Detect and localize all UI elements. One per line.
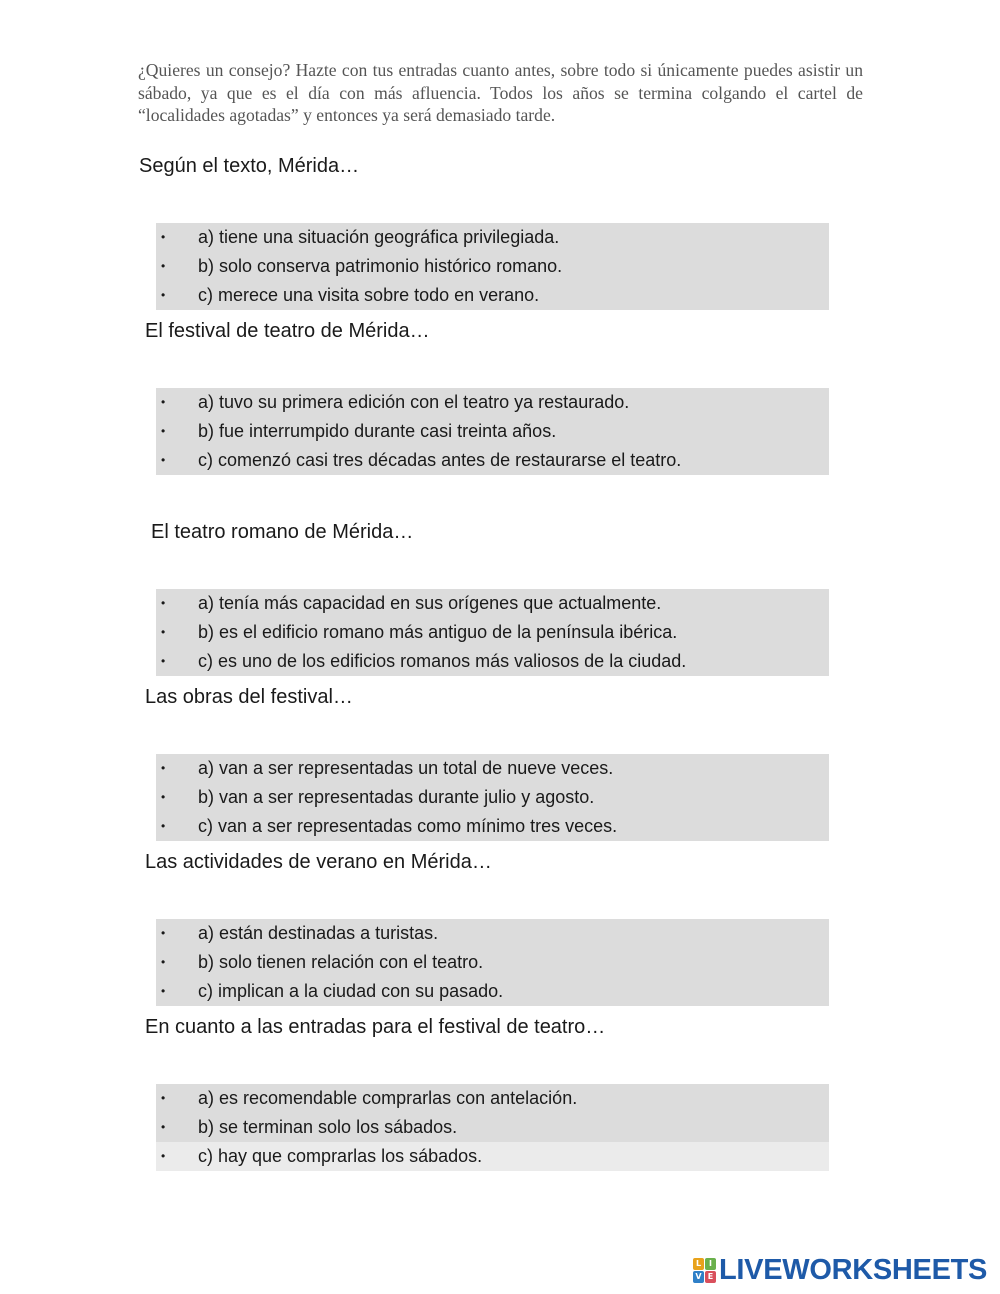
logo-icon-letter-l: L — [693, 1258, 704, 1270]
logo-text: LIVEWORKSHEETS — [719, 1253, 988, 1286]
liveworksheets-logo — [693, 1255, 987, 1285]
bullet-icon: • — [161, 819, 166, 833]
option-5b[interactable] — [156, 948, 829, 977]
option-text: a) van a ser representadas un total de nueve veces. — [198, 758, 614, 778]
option-text: b) se terminan solo los sábados. — [198, 1117, 458, 1137]
option-2c[interactable] — [156, 446, 829, 475]
bullet-icon: • — [161, 955, 166, 969]
option-4a[interactable] — [156, 754, 829, 783]
liveworksheets-logo-icon — [693, 1258, 716, 1283]
option-text: a) están destinadas a turistas. — [198, 923, 439, 943]
question-6-options — [156, 1084, 829, 1171]
option-text: b) solo conserva patrimonio histórico romano. — [198, 256, 563, 276]
logo-icon-letter-e: E — [705, 1271, 716, 1283]
option-text: b) es el edificio romano más antiguo de la península ibérica. — [198, 622, 678, 642]
option-text: a) tiene una situación geográfica privilegiada. — [198, 227, 560, 247]
bullet-icon: • — [161, 654, 166, 668]
option-6a[interactable] — [156, 1084, 829, 1113]
option-4b[interactable] — [156, 783, 829, 812]
question-5-title: Las actividades de verano en Mérida… — [145, 851, 492, 873]
bullet-icon: • — [161, 259, 166, 273]
question-3-options — [156, 589, 829, 676]
option-text: c) hay que comprarlas los sábados. — [198, 1146, 483, 1166]
option-1a[interactable] — [156, 223, 829, 252]
option-text: a) tenía más capacidad en sus orígenes que actualmente. — [198, 593, 662, 613]
question-2-title: El festival de teatro de Mérida… — [145, 320, 430, 342]
bullet-icon: • — [161, 230, 166, 244]
option-text: b) solo tienen relación con el teatro. — [198, 952, 484, 972]
option-3c[interactable] — [156, 647, 829, 676]
question-1-options — [156, 223, 829, 310]
option-text: c) implican a la ciudad con su pasado. — [198, 981, 504, 1001]
bullet-icon: • — [161, 1091, 166, 1105]
logo-icon-letter-i: I — [705, 1258, 716, 1270]
question-4-options — [156, 754, 829, 841]
option-1b[interactable] — [156, 252, 829, 281]
bullet-icon: • — [161, 625, 166, 639]
question-6-title: En cuanto a las entradas para el festival de teatro… — [145, 1016, 606, 1038]
option-2a[interactable] — [156, 388, 829, 417]
bullet-icon: • — [161, 395, 166, 409]
option-text: b) fue interrumpido durante casi treinta años. — [198, 421, 557, 441]
option-text: a) tuvo su primera edición con el teatro ya restaurado. — [198, 392, 630, 412]
bullet-icon: • — [161, 453, 166, 467]
question-1-title: Según el texto, Mérida… — [139, 155, 360, 177]
option-text: c) merece una visita sobre todo en verano. — [198, 285, 540, 305]
option-5a[interactable] — [156, 919, 829, 948]
option-2b[interactable] — [156, 417, 829, 446]
bullet-icon: • — [161, 288, 166, 302]
logo-icon-letter-v: V — [693, 1271, 704, 1283]
option-6c[interactable] — [156, 1142, 829, 1171]
bullet-icon: • — [161, 761, 166, 775]
option-1c[interactable] — [156, 281, 829, 310]
question-3-title: El teatro romano de Mérida… — [151, 521, 414, 543]
bullet-icon: • — [161, 1149, 166, 1163]
option-3a[interactable] — [156, 589, 829, 618]
option-text: a) es recomendable comprarlas con antelación. — [198, 1088, 578, 1108]
bullet-icon: • — [161, 424, 166, 438]
bullet-icon: • — [161, 984, 166, 998]
question-5-options — [156, 919, 829, 1006]
question-2-options — [156, 388, 829, 475]
option-5c[interactable] — [156, 977, 829, 1006]
bullet-icon: • — [161, 596, 166, 610]
intro-paragraph: ¿Quieres un consejo? Hazte con tus entradas cuanto antes, sobre todo si únicamente puedes asistir un sábado, ya que es el día con más afluencia. Todos los años se termina colgando el cartel de “localidades agotadas” y entonces ya será demasiado tarde. — [138, 60, 863, 125]
option-text: c) comenzó casi tres décadas antes de restaurarse el teatro. — [198, 450, 682, 470]
question-4-title: Las obras del festival… — [145, 686, 353, 708]
option-text: b) van a ser representadas durante julio y agosto. — [198, 787, 595, 807]
option-6b[interactable] — [156, 1113, 829, 1142]
bullet-icon: • — [161, 926, 166, 940]
bullet-icon: • — [161, 790, 166, 804]
option-text: c) es uno de los edificios romanos más valiosos de la ciudad. — [198, 651, 687, 671]
option-4c[interactable] — [156, 812, 829, 841]
bullet-icon: • — [161, 1120, 166, 1134]
option-3b[interactable] — [156, 618, 829, 647]
option-text: c) van a ser representadas como mínimo tres veces. — [198, 816, 618, 836]
